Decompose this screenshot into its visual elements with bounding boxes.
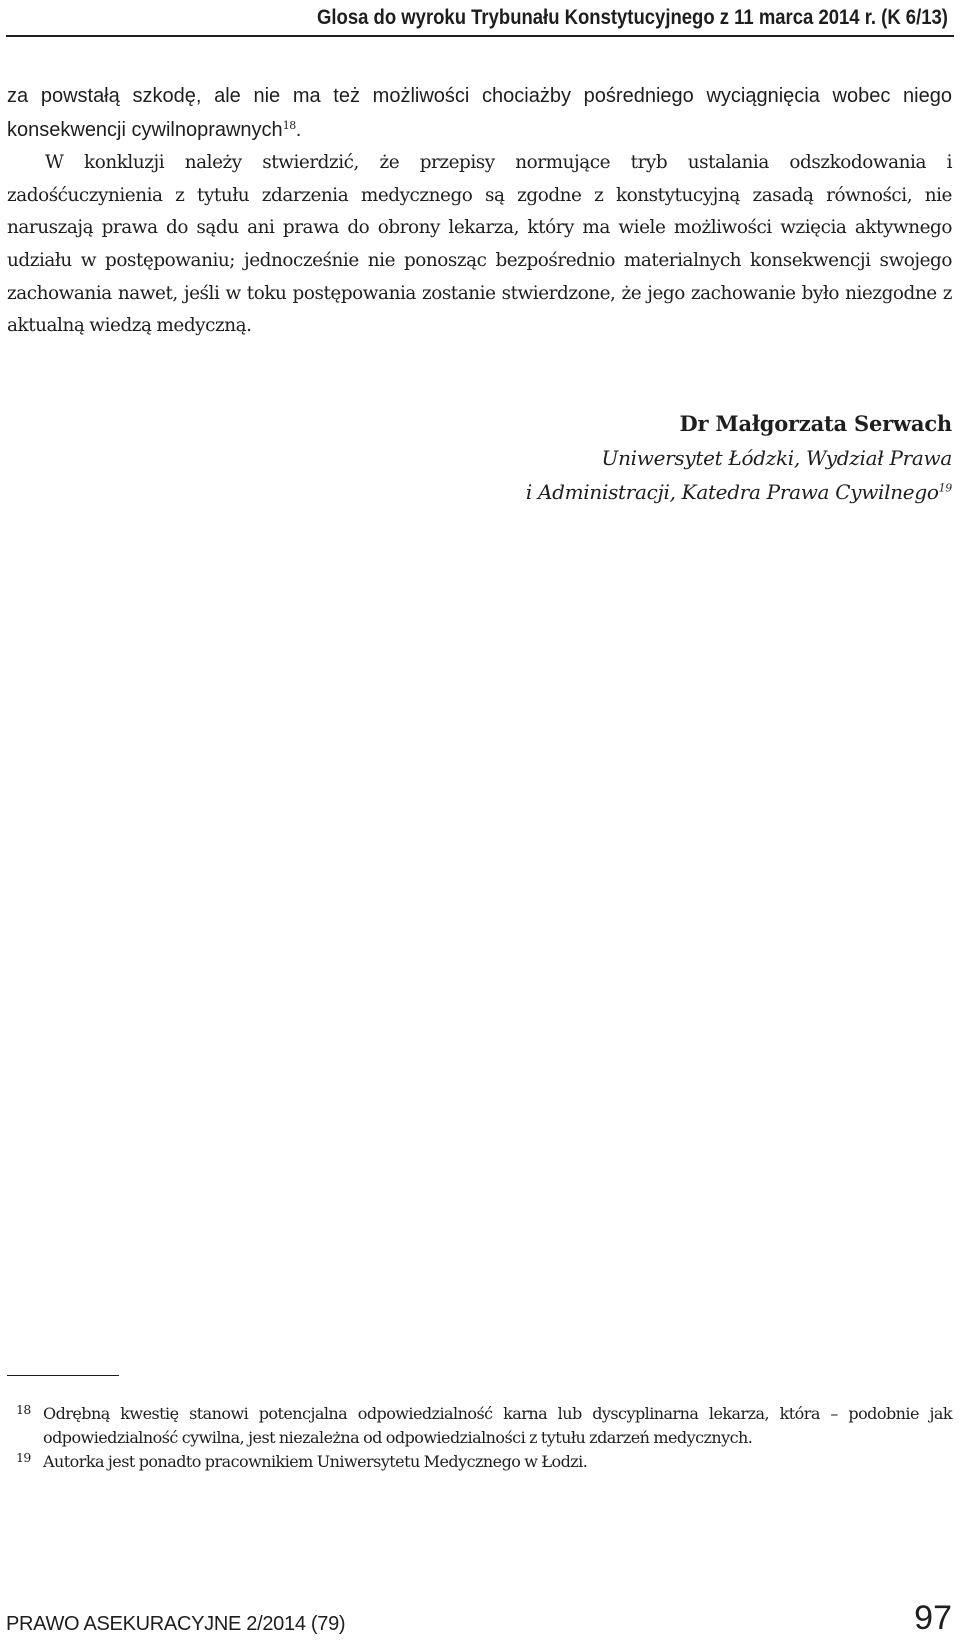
paragraph-continuation — [7, 80, 952, 147]
body-text — [7, 80, 952, 343]
footnote-number: 19 — [16, 1450, 31, 1465]
footnote — [7, 1450, 952, 1474]
paragraph-end-mark: . — [295, 118, 302, 141]
footnote-ref-18[interactable]: 18 — [282, 118, 296, 132]
footnote-text: Odrębną kwestię stanowi potencjalna odpowiedzialność karna lub dyscyplinarna lekarza, która – podobnie jak odpowiedzialność cywilna, jest niezależna od odpowiedzialności z tytułu zdarzeń medycznych. — [43, 1404, 952, 1447]
author-affiliation-line2 — [0, 475, 952, 509]
author-name: Dr Małgorzata Serwach — [679, 411, 952, 436]
header-rule — [6, 35, 954, 37]
footnote-number: 18 — [16, 1402, 31, 1417]
author-block — [0, 407, 952, 509]
footnotes — [7, 1402, 952, 1474]
journal-footer: PRAWO ASEKURACYJNE 2/2014 (79) — [6, 1613, 346, 1635]
footnote-text: Autorka jest ponadto pracownikiem Uniwersytetu Medycznego w Łodzi. — [43, 1452, 588, 1471]
paragraph-conclusion: W konkluzji należy stwierdzić, że przepisy normujące tryb ustalania odszkodowania i zadośćuczynienia z tytułu zdarzenia medycznego są zgodne z konstytucyjną zasadą równości, nie naruszają prawa do sądu ani prawa do obrony lekarza, który ma wiele możliwości wzięcia aktywnego udziału w postępowaniu; jednocześnie nie ponosząc bezpośrednio materialnych konsekwencji swojego zachowania nawet, jeśli w toku postępowania zostanie stwierdzone, że jego zachowanie było niezgodne z aktualną wiedzą medyczną. — [7, 152, 952, 337]
paragraph-continuation-text: za powstałą szkodę, ale nie ma też możliwości chociażby pośredniego wyciągnięcia wobec niego konsekwencji cywilnoprawnych — [7, 85, 952, 141]
page-number: 97 — [914, 1599, 952, 1637]
footnote-ref-19[interactable]: 19 — [938, 481, 952, 495]
footnote — [7, 1402, 952, 1450]
author-affiliation-line2-text: i Administracji, Katedra Prawa Cywilnego — [525, 480, 939, 504]
author-affiliation-line1: Uniwersytet Łódzki, Wydział Prawa — [601, 446, 952, 470]
footnote-separator — [7, 1375, 119, 1376]
running-head: Glosa do wyroku Trybunału Konstytucyjnego z 11 marca 2014 r. (K 6/13) — [317, 5, 948, 29]
